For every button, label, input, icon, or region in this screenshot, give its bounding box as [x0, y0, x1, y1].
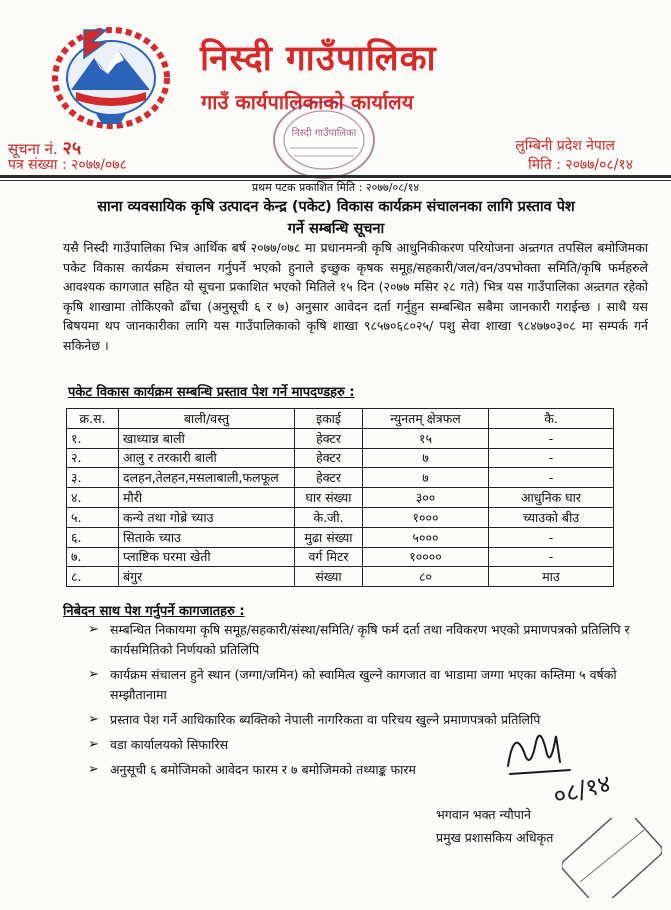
cell-remarks: -: [489, 448, 614, 468]
list-item: [88, 620, 648, 660]
cell-unit: हेक्टर: [295, 428, 363, 448]
arrow-bullet-icon: ➢: [88, 762, 99, 777]
table-header-row: [67, 409, 614, 429]
criteria-heading: पकेट विकास कार्यक्रम सम्बन्धि प्रस्ताव पेश गर्ने मापदण्डहरु :: [68, 385, 355, 400]
cell-unit: संख्या: [295, 567, 363, 587]
cell-remarks: -: [489, 547, 614, 567]
cell-serial: ७.: [67, 547, 119, 567]
document-text: प्रस्ताव पेश गर्ने आधिकारिक ब्यक्तिको नेपाली नागरिकता वा परिचय खुल्ने प्रमाणपत्रको प्रतिलिपि: [110, 712, 541, 727]
province-name: लुम्बिनी प्रदेश नेपाल: [515, 138, 615, 154]
cell-crop: बंगुर: [119, 567, 295, 587]
cell-crop: सिताके च्याउ: [119, 527, 295, 547]
col-serial: क्र.स.: [67, 409, 119, 429]
table-row: [67, 567, 614, 587]
cell-unit: हेक्टर: [295, 448, 363, 468]
cell-remarks: माउ: [489, 567, 614, 587]
cell-remarks: आधुनिक घार: [489, 488, 614, 508]
criteria-table: [66, 408, 614, 587]
notice-body: यसै निस्दी गाउँपालिका भित्र आर्थिक बर्ष २०७७/०७८ मा प्रधानमन्त्री कृषि आधुनिकीकरण परियोजना अन्र्तगत तपसिल बमोजिमका पकेट विकास कार्यक्रम संचालन गर्नुपर्ने भएको हुनाले इच्छुक कृषक समूह/सहकारी/जल/वन/उपभोक्ता समिति/कृषि फर्महरुले आवश्यक कागजात सहित यो सूचना प्रकाशित भएको मितिले १५ दिन (२०७७ मसिर २८ गते) भित्र यस गाउँपालिका अन्र्तगत रहेको कृषि शाखामा तोकिएको ढाँचा (अनुसूची ६ र ७) अनुसार आवेदन दर्ता गर्नुहुन सम्बन्धित सबैमा जानकारी गराईन्छ । साथै यस बिषयमा थप जानकारीका लागि यस गाउँपालिकाको कृषि शाखा ९८५७०६८०२५/ पशु सेवा शाखा ९८४७७०३०८ मा सम्पर्क गर्न सकिनेछ ।: [63, 240, 648, 353]
header-divider: [0, 175, 671, 178]
handwritten-date: [548, 752, 658, 822]
cell-min-area: ८०: [363, 567, 489, 587]
col-remarks: कै.: [489, 409, 614, 429]
table-row: [67, 488, 614, 508]
document-text: वडा कार्यालयको सिफारिस: [110, 737, 229, 752]
office-name: निस्दी गाउँपालिका: [200, 38, 437, 79]
cell-serial: ६.: [67, 527, 119, 547]
cell-unit: वर्ग मिटर: [295, 547, 363, 567]
list-item: [88, 665, 648, 705]
cell-min-area: १००००: [363, 547, 489, 567]
cell-serial: २.: [67, 448, 119, 468]
arrow-bullet-icon: ➢: [88, 622, 99, 637]
cell-remarks: -: [489, 527, 614, 547]
table-row: [67, 547, 614, 567]
table-row: [67, 468, 614, 488]
cell-crop: दलहन,तेलहन,मसलाबाली,फलफूल: [119, 468, 295, 488]
notice-number-value: २५: [62, 138, 82, 159]
issue-date: मिति : २०७७/०८/१४: [528, 157, 633, 173]
subject-line-1: साना व्यवसायिक कृषि उत्पादन केन्द्र (पकेट) विकास कार्यक्रम संचालनका लागि प्रस्ताव पेश: [97, 199, 575, 215]
document-text: सम्बन्धित निकायमा कृषि समूह/सहकारी/संस्था/समिति/ कृषि फर्म दर्ता तथा नविकरण भएको प्रमाणपत्रको प्रतिलिपि र कार्यसमितिको निर्णयको प्रतिलिपि: [110, 622, 630, 657]
cell-unit: घार संख्या: [295, 488, 363, 508]
stamp-text: निस्दी गाउँपालिका: [291, 128, 357, 139]
col-crop: बाली/वस्तु: [119, 409, 295, 429]
cell-min-area: १५: [363, 428, 489, 448]
cell-unit: के.जी.: [295, 507, 363, 527]
arrow-bullet-icon: ➢: [88, 712, 99, 727]
handwritten-date-text: ०८/१४: [550, 769, 614, 811]
cell-remarks: च्याउको बीउ: [489, 507, 614, 527]
cell-crop: मौरी: [119, 488, 295, 508]
cell-serial: १.: [67, 428, 119, 448]
table-row: [67, 507, 614, 527]
signatory-name: भगवान भक्त न्यौपाने: [436, 807, 531, 822]
cell-min-area: ५०००: [363, 527, 489, 547]
cell-crop: आलु र तरकारी बाली: [119, 448, 295, 468]
col-unit: इकाई: [295, 409, 363, 429]
cell-serial: ८.: [67, 567, 119, 587]
cell-min-area: १०००: [363, 507, 489, 527]
arrow-bullet-icon: ➢: [88, 737, 99, 752]
cell-crop: प्लाष्टिक घरमा खेती: [119, 547, 295, 567]
cell-serial: ३.: [67, 468, 119, 488]
nepal-emblem-logo: [46, 20, 176, 132]
cell-serial: ५.: [67, 507, 119, 527]
cell-unit: मुढा संख्या: [295, 527, 363, 547]
table-row: [67, 448, 614, 468]
documents-heading: निबेदन साथ पेश गर्नुपर्ने कागजातहरु :: [63, 604, 245, 619]
cell-serial: ४.: [67, 488, 119, 508]
published-date: प्रथम पटक प्रकाशित मिति : २०७७/०८/१४: [251, 181, 420, 194]
cell-crop: खाध्यान्न बाली: [119, 428, 295, 448]
cell-min-area: ७: [363, 468, 489, 488]
table-row: [67, 428, 614, 448]
designation-stamp: [562, 818, 662, 898]
office-subtitle: गाउँ कार्यपालिकाको कार्यालय: [201, 90, 414, 114]
cell-crop: कन्ये तथा गोब्रे च्याउ: [119, 507, 295, 527]
cell-min-area: ७: [363, 448, 489, 468]
cell-remarks: -: [489, 468, 614, 488]
cell-remarks: -: [489, 428, 614, 448]
document-text: कार्यक्रम संचालन हुने स्थान (जग्गा/जमिन) को स्वामित्व खुल्ने कागजात वा भाडामा जग्गा भएका कम्तिमा ५ वर्षको सम्झौतानामा: [110, 667, 617, 702]
cell-unit: हेक्टर: [295, 468, 363, 488]
reference-number: पत्र संख्या : २०७७/०७८: [8, 157, 127, 173]
cell-min-area: ३००: [363, 488, 489, 508]
signatory-title: प्रमुख प्रशासकिय अधिकृत: [436, 830, 554, 845]
subject-line-2: गर्ने सम्बन्धि सूचना: [287, 221, 385, 237]
notice-subject: [30, 196, 642, 240]
arrow-bullet-icon: ➢: [88, 667, 99, 682]
table-row: [67, 527, 614, 547]
col-min-area: न्युनतम् क्षेत्रफल: [363, 409, 489, 429]
notice-number-label: सूचना नं.: [8, 140, 58, 158]
document-text: अनुसूची ६ बमोजिमको आवेदन फारम र ७ बमोजिमको तथ्याङ्क फारम: [110, 762, 416, 777]
office-stamp: [268, 96, 380, 184]
